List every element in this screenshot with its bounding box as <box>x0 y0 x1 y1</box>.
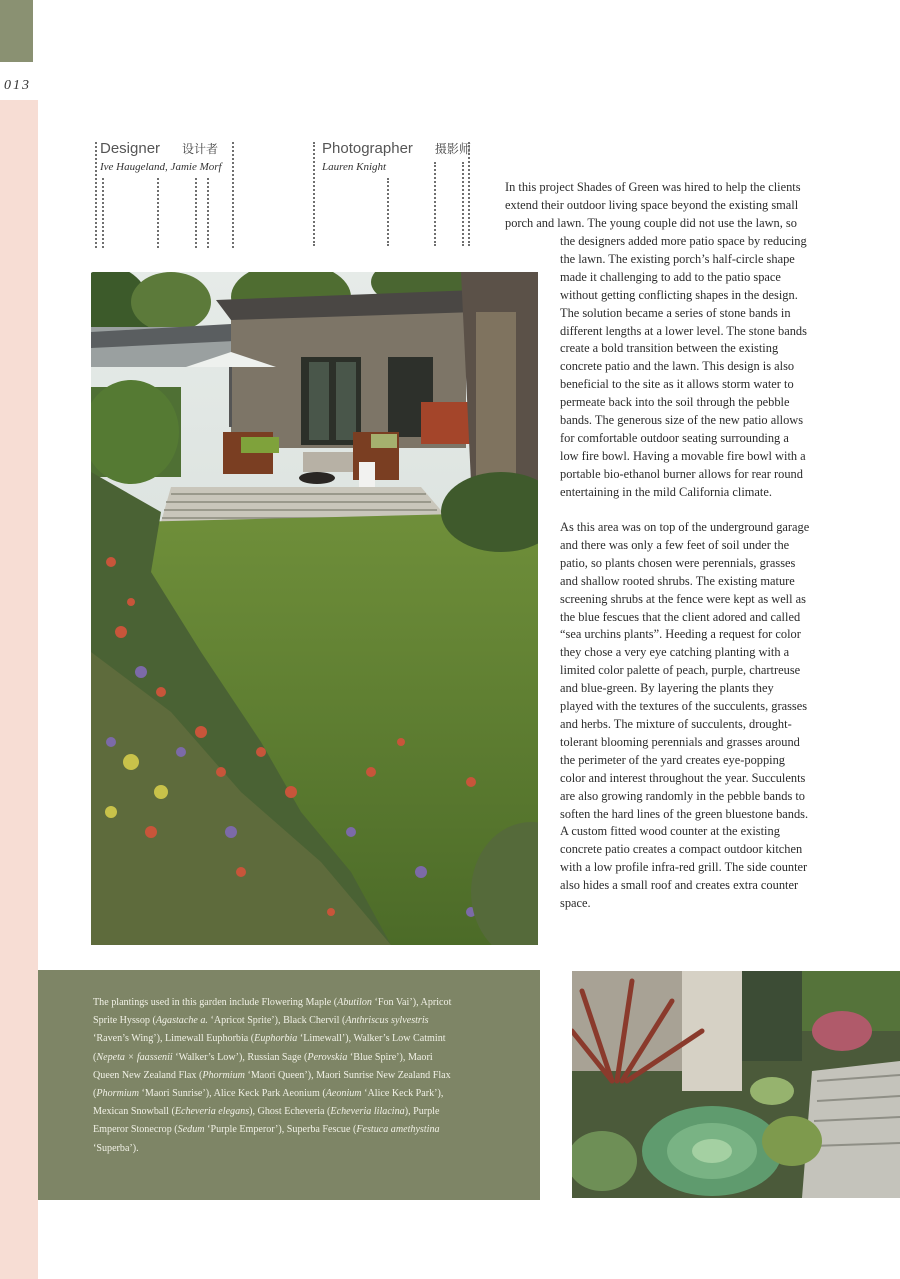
caption-line: Emperor Stonecrop (Sedum ‘Purple Emperor’), Superba Fescue (Festuca amethystina <box>93 1124 440 1136</box>
succulent-border-photo <box>572 971 900 1198</box>
text-line: The solution became a series of stone bands in <box>560 305 791 320</box>
caption-line: ‘Superba’). <box>93 1142 139 1154</box>
text-line: extend their outdoor living space beyond the existing small <box>505 197 799 212</box>
plant-list-caption <box>93 994 503 1158</box>
text-line: with a low profile infra-red grill. The side counter <box>560 860 808 875</box>
text-line: and herbs. The mixture of succulents, drought- <box>560 716 792 731</box>
dotted-rule <box>434 162 436 246</box>
text-line: low fire bowl. Having a movable fire bowl with a <box>560 448 806 463</box>
article-intro <box>505 179 845 233</box>
caption-line: The plantings used in this garden include Flowering Maple (Abutilon ‘Fon Vai’), Apricot <box>93 997 452 1008</box>
designer-label-zh: 设计者 <box>182 142 219 156</box>
caption-line: Sprite Hyssop (Agastache a. ‘Apricot Sprite’), Black Chervil (Anthriscus sylvestris <box>93 1015 429 1027</box>
designer-credit <box>100 140 222 173</box>
text-line: made it challenging to add to the patio space <box>560 269 781 284</box>
text-line: the designers added more patio space by reducing <box>560 234 807 248</box>
text-line: As this area was on top of the underground garage <box>560 520 810 534</box>
text-line: In this project Shades of Green was hired to help the clients <box>505 180 801 194</box>
caption-line: (Nepeta × faassenii ‘Walker’s Low’), Russian Sage (Perovskia ‘Blue Spire’), Maori <box>93 1051 433 1063</box>
garden-patio-photo <box>91 272 538 945</box>
dotted-rule <box>95 142 97 248</box>
photographer-credit <box>322 140 471 173</box>
dotted-rule <box>157 178 159 248</box>
photographer-label-zh: 摄影师 <box>434 142 471 156</box>
caption-line: Mexican Snowball (Echeveria elegans), Ghost Echeveria (Echeveria lilacina), Purple <box>93 1106 440 1118</box>
designer-names: Ive Haugeland, Jamie Morf <box>100 161 222 173</box>
dotted-rule <box>468 142 470 246</box>
caption-line: ‘Raven’s Wing’), Limewall Euphorbia (Euphorbia ‘Limewall’), Walker’s Low Catmint <box>93 1033 446 1045</box>
text-line: A custom fitted wood counter at the existing <box>560 824 780 839</box>
dotted-rule <box>195 178 197 248</box>
text-line: the lawn. The existing porch’s half-circle shape <box>560 251 795 266</box>
text-line: are also growing randomly in the pebble bands to <box>560 788 805 803</box>
text-line: played with the textures of the succulents, grasses <box>560 699 808 714</box>
dotted-rule <box>207 178 209 248</box>
caption-line: Queen New Zealand Flax (Phormium ‘Maori Queen’), Maori Sunrise New Zealand Flax <box>93 1069 451 1081</box>
dotted-rule <box>313 142 315 246</box>
text-line: and there was only a few feet of soil under the <box>560 537 790 552</box>
article-paragraph-2 <box>560 519 850 913</box>
text-line: concrete patio and the lawn. This design is also <box>560 359 795 374</box>
designer-label: Designer <box>100 140 161 157</box>
text-line: entertaining in the mild California climate. <box>560 484 772 499</box>
text-line: and blue-green. By layering the plants they <box>560 681 774 696</box>
text-line: porch and lawn. The young couple did not use the lawn, so <box>505 215 797 230</box>
text-line: the blue fescues that the client adored and called <box>560 609 801 624</box>
pink-margin-strip <box>0 100 38 1279</box>
text-line: beneficial to the site as it allows storm water to <box>560 377 794 392</box>
text-line: the perimeter of the yard creates eye-popping <box>560 752 785 767</box>
dotted-rule <box>232 142 234 248</box>
text-line: bands. The generous size of the new patio allows <box>560 413 804 428</box>
text-line: for comfortable outdoor seating surrounding a <box>560 430 789 445</box>
text-line: also hides a small roof and creates extra counter <box>560 878 799 893</box>
text-line: and shallow rooted shrubs. The existing mature <box>560 573 795 588</box>
text-line: portable bio-ethanol burner allows for rear round <box>560 466 803 481</box>
text-line: concrete patio creates a compact outdoor kitchen <box>560 842 803 857</box>
dotted-rule <box>102 178 104 248</box>
article-paragraph-1 <box>560 233 850 502</box>
page-number: 013 <box>4 78 31 93</box>
dotted-rule <box>462 162 464 246</box>
text-line: color and interest throughout the year. Succulents <box>560 770 806 785</box>
text-line: tolerant blooming perennials and grasses around <box>560 734 800 749</box>
photographer-names: Lauren Knight <box>322 161 387 173</box>
text-line: without getting conflicting shapes in the design. <box>560 287 798 302</box>
section-color-tab <box>0 0 33 62</box>
plant-list-caption-box <box>38 970 540 1200</box>
dotted-rule <box>387 178 389 246</box>
text-line: patio, so plants chosen were perennials, grasses <box>560 555 796 570</box>
text-line: “sea urchins plants”. Heeding a request for color <box>560 627 801 642</box>
text-line: permeate back into the soil through the pebble <box>560 395 790 410</box>
photographer-label: Photographer <box>322 140 413 157</box>
text-line: space. <box>560 896 591 911</box>
text-line: create a bold transition between the existing <box>560 341 779 356</box>
text-line: limited color palette of peach, purple, chartreuse <box>560 663 801 678</box>
text-line: different lengths at a lower level. The stone bands <box>560 323 807 338</box>
text-line: they chose a very eye catching planting with a <box>560 645 790 660</box>
caption-line: (Phormium ‘Maori Sunrise’), Alice Keck Park Aeonium (Aeonium ‘Alice Keck Park’), <box>93 1088 444 1100</box>
text-line: soften the hard lines of the green bluestone bands. <box>560 806 809 821</box>
text-line: screening shrubs at the fence were kept as well as <box>560 591 806 606</box>
